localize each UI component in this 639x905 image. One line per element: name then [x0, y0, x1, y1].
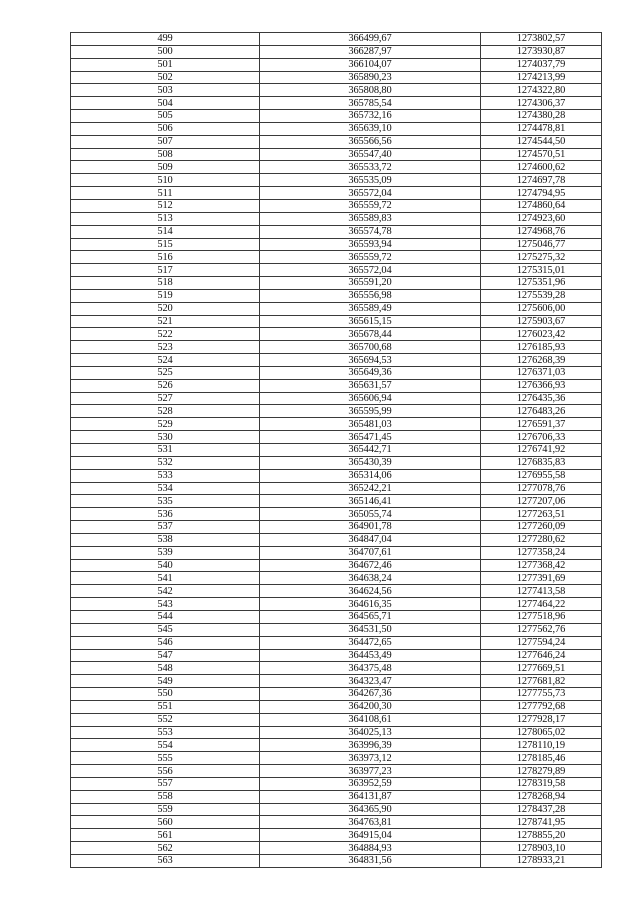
table-row: [71, 84, 602, 97]
y-coordinate-cell: 1274794,95: [481, 187, 602, 200]
y-coordinate-cell: 1275539,28: [481, 289, 602, 302]
point-number-cell: 527: [71, 392, 260, 405]
coordinates-table-body: [71, 33, 602, 868]
x-coordinate-cell: 364831,56: [260, 855, 481, 868]
x-coordinate-cell: 365700,68: [260, 341, 481, 354]
point-number-cell: 509: [71, 161, 260, 174]
table-row: [71, 122, 602, 135]
y-coordinate-cell: 1277207,06: [481, 495, 602, 508]
point-number-cell: 534: [71, 482, 260, 495]
x-coordinate-cell: 365572,04: [260, 187, 481, 200]
point-number-cell: 512: [71, 199, 260, 212]
point-number-cell: 517: [71, 264, 260, 277]
table-row: [71, 161, 602, 174]
table-row: [71, 148, 602, 161]
point-number-cell: 532: [71, 456, 260, 469]
point-number-cell: 559: [71, 803, 260, 816]
y-coordinate-cell: 1277562,76: [481, 623, 602, 636]
y-coordinate-cell: 1277669,51: [481, 662, 602, 675]
x-coordinate-cell: 364565,71: [260, 610, 481, 623]
x-coordinate-cell: 365890,23: [260, 71, 481, 84]
x-coordinate-cell: 365593,94: [260, 238, 481, 251]
point-number-cell: 514: [71, 225, 260, 238]
table-row: [71, 649, 602, 662]
table-row: [71, 251, 602, 264]
point-number-cell: 554: [71, 739, 260, 752]
x-coordinate-cell: 365808,80: [260, 84, 481, 97]
point-number-cell: 557: [71, 777, 260, 790]
x-coordinate-cell: 365055,74: [260, 508, 481, 521]
point-number-cell: 510: [71, 174, 260, 187]
table-row: [71, 752, 602, 765]
point-number-cell: 519: [71, 289, 260, 302]
coordinates-table: [70, 32, 602, 868]
x-coordinate-cell: 365430,39: [260, 456, 481, 469]
table-row: [71, 302, 602, 315]
point-number-cell: 520: [71, 302, 260, 315]
y-coordinate-cell: 1277518,96: [481, 610, 602, 623]
y-coordinate-cell: 1277260,09: [481, 521, 602, 534]
table-row: [71, 97, 602, 110]
point-number-cell: 544: [71, 610, 260, 623]
x-coordinate-cell: 364323,47: [260, 675, 481, 688]
y-coordinate-cell: 1278741,95: [481, 816, 602, 829]
x-coordinate-cell: 365589,49: [260, 302, 481, 315]
x-coordinate-cell: 364638,24: [260, 572, 481, 585]
table-row: [71, 238, 602, 251]
point-number-cell: 531: [71, 444, 260, 457]
point-number-cell: 529: [71, 418, 260, 431]
y-coordinate-cell: 1275351,96: [481, 277, 602, 290]
y-coordinate-cell: 1278279,89: [481, 765, 602, 778]
x-coordinate-cell: 364884,93: [260, 842, 481, 855]
y-coordinate-cell: 1274213,99: [481, 71, 602, 84]
table-row: [71, 572, 602, 585]
table-row: [71, 199, 602, 212]
y-coordinate-cell: 1278933,21: [481, 855, 602, 868]
table-row: [71, 777, 602, 790]
x-coordinate-cell: 365566,56: [260, 135, 481, 148]
y-coordinate-cell: 1274570,51: [481, 148, 602, 161]
y-coordinate-cell: 1277646,24: [481, 649, 602, 662]
y-coordinate-cell: 1278855,20: [481, 829, 602, 842]
x-coordinate-cell: 365572,04: [260, 264, 481, 277]
point-number-cell: 525: [71, 366, 260, 379]
table-row: [71, 212, 602, 225]
table-row: [71, 366, 602, 379]
point-number-cell: 522: [71, 328, 260, 341]
y-coordinate-cell: 1274322,80: [481, 84, 602, 97]
x-coordinate-cell: 365615,15: [260, 315, 481, 328]
point-number-cell: 501: [71, 58, 260, 71]
x-coordinate-cell: 365591,20: [260, 277, 481, 290]
point-number-cell: 535: [71, 495, 260, 508]
table-row: [71, 405, 602, 418]
table-row: [71, 264, 602, 277]
table-row: [71, 662, 602, 675]
point-number-cell: 550: [71, 688, 260, 701]
x-coordinate-cell: 365649,36: [260, 366, 481, 379]
y-coordinate-cell: 1273802,57: [481, 33, 602, 46]
point-number-cell: 553: [71, 726, 260, 739]
x-coordinate-cell: 365481,03: [260, 418, 481, 431]
table-row: [71, 58, 602, 71]
table-row: [71, 803, 602, 816]
table-row: [71, 328, 602, 341]
y-coordinate-cell: 1277391,69: [481, 572, 602, 585]
y-coordinate-cell: 1274380,28: [481, 110, 602, 123]
x-coordinate-cell: 364763,81: [260, 816, 481, 829]
x-coordinate-cell: 365589,83: [260, 212, 481, 225]
table-row: [71, 790, 602, 803]
x-coordinate-cell: 363996,39: [260, 739, 481, 752]
point-number-cell: 546: [71, 636, 260, 649]
x-coordinate-cell: 365559,72: [260, 199, 481, 212]
y-coordinate-cell: 1276591,37: [481, 418, 602, 431]
point-number-cell: 558: [71, 790, 260, 803]
x-coordinate-cell: 365595,99: [260, 405, 481, 418]
point-number-cell: 537: [71, 521, 260, 534]
y-coordinate-cell: 1274600,62: [481, 161, 602, 174]
x-coordinate-cell: 365631,57: [260, 379, 481, 392]
point-number-cell: 536: [71, 508, 260, 521]
point-number-cell: 563: [71, 855, 260, 868]
point-number-cell: 562: [71, 842, 260, 855]
table-row: [71, 585, 602, 598]
x-coordinate-cell: 365639,10: [260, 122, 481, 135]
table-row: [71, 187, 602, 200]
x-coordinate-cell: 364472,65: [260, 636, 481, 649]
table-row: [71, 713, 602, 726]
table-row: [71, 675, 602, 688]
y-coordinate-cell: 1276268,39: [481, 354, 602, 367]
x-coordinate-cell: 364616,35: [260, 598, 481, 611]
y-coordinate-cell: 1277464,22: [481, 598, 602, 611]
y-coordinate-cell: 1276023,42: [481, 328, 602, 341]
table-row: [71, 598, 602, 611]
y-coordinate-cell: 1274860,64: [481, 199, 602, 212]
x-coordinate-cell: 366104,07: [260, 58, 481, 71]
point-number-cell: 547: [71, 649, 260, 662]
point-number-cell: 523: [71, 341, 260, 354]
point-number-cell: 503: [71, 84, 260, 97]
x-coordinate-cell: 364375,48: [260, 662, 481, 675]
table-row: [71, 174, 602, 187]
point-number-cell: 521: [71, 315, 260, 328]
table-row: [71, 765, 602, 778]
point-number-cell: 542: [71, 585, 260, 598]
x-coordinate-cell: 364901,78: [260, 521, 481, 534]
table-row: [71, 456, 602, 469]
table-row: [71, 688, 602, 701]
y-coordinate-cell: 1278268,94: [481, 790, 602, 803]
point-number-cell: 508: [71, 148, 260, 161]
point-number-cell: 540: [71, 559, 260, 572]
point-number-cell: 533: [71, 469, 260, 482]
y-coordinate-cell: 1277263,51: [481, 508, 602, 521]
y-coordinate-cell: 1278903,10: [481, 842, 602, 855]
point-number-cell: 507: [71, 135, 260, 148]
point-number-cell: 524: [71, 354, 260, 367]
y-coordinate-cell: 1276371,03: [481, 366, 602, 379]
y-coordinate-cell: 1276483,26: [481, 405, 602, 418]
table-row: [71, 225, 602, 238]
x-coordinate-cell: 364025,13: [260, 726, 481, 739]
x-coordinate-cell: 364531,50: [260, 623, 481, 636]
x-coordinate-cell: 364672,46: [260, 559, 481, 572]
x-coordinate-cell: 365535,09: [260, 174, 481, 187]
y-coordinate-cell: 1275046,77: [481, 238, 602, 251]
y-coordinate-cell: 1274306,37: [481, 97, 602, 110]
table-row: [71, 341, 602, 354]
x-coordinate-cell: 364267,36: [260, 688, 481, 701]
point-number-cell: 552: [71, 713, 260, 726]
y-coordinate-cell: 1278185,46: [481, 752, 602, 765]
point-number-cell: 502: [71, 71, 260, 84]
table-row: [71, 289, 602, 302]
point-number-cell: 500: [71, 45, 260, 58]
y-coordinate-cell: 1274037,79: [481, 58, 602, 71]
x-coordinate-cell: 363952,59: [260, 777, 481, 790]
point-number-cell: 530: [71, 431, 260, 444]
point-number-cell: 518: [71, 277, 260, 290]
table-row: [71, 315, 602, 328]
y-coordinate-cell: 1276741,92: [481, 444, 602, 457]
table-row: [71, 855, 602, 868]
point-number-cell: 556: [71, 765, 260, 778]
table-row: [71, 700, 602, 713]
point-number-cell: 539: [71, 546, 260, 559]
table-row: [71, 469, 602, 482]
table-row: [71, 533, 602, 546]
y-coordinate-cell: 1277594,24: [481, 636, 602, 649]
point-number-cell: 561: [71, 829, 260, 842]
table-row: [71, 636, 602, 649]
x-coordinate-cell: 364707,61: [260, 546, 481, 559]
y-coordinate-cell: 1277413,58: [481, 585, 602, 598]
x-coordinate-cell: 366499,67: [260, 33, 481, 46]
y-coordinate-cell: 1278319,58: [481, 777, 602, 790]
table-row: [71, 418, 602, 431]
table-row: [71, 444, 602, 457]
x-coordinate-cell: 364915,04: [260, 829, 481, 842]
table-row: [71, 379, 602, 392]
point-number-cell: 513: [71, 212, 260, 225]
x-coordinate-cell: 364624,56: [260, 585, 481, 598]
table-row: [71, 829, 602, 842]
table-row: [71, 842, 602, 855]
x-coordinate-cell: 365146,41: [260, 495, 481, 508]
y-coordinate-cell: 1274697,78: [481, 174, 602, 187]
table-row: [71, 482, 602, 495]
x-coordinate-cell: 363973,12: [260, 752, 481, 765]
table-row: [71, 431, 602, 444]
table-row: [71, 623, 602, 636]
point-number-cell: 549: [71, 675, 260, 688]
x-coordinate-cell: 364108,61: [260, 713, 481, 726]
y-coordinate-cell: 1277681,82: [481, 675, 602, 688]
table-row: [71, 495, 602, 508]
point-number-cell: 543: [71, 598, 260, 611]
x-coordinate-cell: 365547,40: [260, 148, 481, 161]
y-coordinate-cell: 1277368,42: [481, 559, 602, 572]
table-row: [71, 135, 602, 148]
x-coordinate-cell: 363977,23: [260, 765, 481, 778]
x-coordinate-cell: 364200,30: [260, 700, 481, 713]
x-coordinate-cell: 365694,53: [260, 354, 481, 367]
y-coordinate-cell: 1276185,93: [481, 341, 602, 354]
table-row: [71, 392, 602, 405]
table-row: [71, 559, 602, 572]
point-number-cell: 551: [71, 700, 260, 713]
x-coordinate-cell: 366287,97: [260, 45, 481, 58]
x-coordinate-cell: 365442,71: [260, 444, 481, 457]
x-coordinate-cell: 365533,72: [260, 161, 481, 174]
x-coordinate-cell: 365606,94: [260, 392, 481, 405]
point-number-cell: 548: [71, 662, 260, 675]
y-coordinate-cell: 1274968,76: [481, 225, 602, 238]
y-coordinate-cell: 1277755,73: [481, 688, 602, 701]
table-row: [71, 739, 602, 752]
point-number-cell: 515: [71, 238, 260, 251]
y-coordinate-cell: 1275315,01: [481, 264, 602, 277]
y-coordinate-cell: 1278110,19: [481, 739, 602, 752]
point-number-cell: 505: [71, 110, 260, 123]
y-coordinate-cell: 1275606,00: [481, 302, 602, 315]
x-coordinate-cell: 365559,72: [260, 251, 481, 264]
x-coordinate-cell: 365242,21: [260, 482, 481, 495]
y-coordinate-cell: 1276366,93: [481, 379, 602, 392]
y-coordinate-cell: 1276835,83: [481, 456, 602, 469]
y-coordinate-cell: 1275275,32: [481, 251, 602, 264]
y-coordinate-cell: 1273930,87: [481, 45, 602, 58]
y-coordinate-cell: 1275903,67: [481, 315, 602, 328]
table-row: [71, 354, 602, 367]
table-row: [71, 546, 602, 559]
x-coordinate-cell: 365314,06: [260, 469, 481, 482]
point-number-cell: 511: [71, 187, 260, 200]
point-number-cell: 538: [71, 533, 260, 546]
table-row: [71, 110, 602, 123]
point-number-cell: 499: [71, 33, 260, 46]
y-coordinate-cell: 1277928,17: [481, 713, 602, 726]
table-row: [71, 33, 602, 46]
y-coordinate-cell: 1276706,33: [481, 431, 602, 444]
y-coordinate-cell: 1274923,60: [481, 212, 602, 225]
x-coordinate-cell: 365471,45: [260, 431, 481, 444]
point-number-cell: 541: [71, 572, 260, 585]
x-coordinate-cell: 364453,49: [260, 649, 481, 662]
x-coordinate-cell: 364131,87: [260, 790, 481, 803]
x-coordinate-cell: 364847,04: [260, 533, 481, 546]
y-coordinate-cell: 1274544,50: [481, 135, 602, 148]
table-row: [71, 45, 602, 58]
point-number-cell: 526: [71, 379, 260, 392]
point-number-cell: 516: [71, 251, 260, 264]
table-row: [71, 521, 602, 534]
point-number-cell: 506: [71, 122, 260, 135]
table-row: [71, 610, 602, 623]
y-coordinate-cell: 1277792,68: [481, 700, 602, 713]
y-coordinate-cell: 1278437,28: [481, 803, 602, 816]
x-coordinate-cell: 365574,78: [260, 225, 481, 238]
table-row: [71, 816, 602, 829]
point-number-cell: 528: [71, 405, 260, 418]
table-row: [71, 277, 602, 290]
table-row: [71, 726, 602, 739]
y-coordinate-cell: 1274478,81: [481, 122, 602, 135]
x-coordinate-cell: 365732,16: [260, 110, 481, 123]
y-coordinate-cell: 1276955,58: [481, 469, 602, 482]
point-number-cell: 555: [71, 752, 260, 765]
y-coordinate-cell: 1277280,62: [481, 533, 602, 546]
y-coordinate-cell: 1277358,24: [481, 546, 602, 559]
point-number-cell: 560: [71, 816, 260, 829]
point-number-cell: 545: [71, 623, 260, 636]
table-row: [71, 508, 602, 521]
x-coordinate-cell: 365556,98: [260, 289, 481, 302]
y-coordinate-cell: 1276435,36: [481, 392, 602, 405]
x-coordinate-cell: 365678,44: [260, 328, 481, 341]
point-number-cell: 504: [71, 97, 260, 110]
y-coordinate-cell: 1278065,02: [481, 726, 602, 739]
table-row: [71, 71, 602, 84]
x-coordinate-cell: 364365,90: [260, 803, 481, 816]
y-coordinate-cell: 1277078,76: [481, 482, 602, 495]
x-coordinate-cell: 365785,54: [260, 97, 481, 110]
